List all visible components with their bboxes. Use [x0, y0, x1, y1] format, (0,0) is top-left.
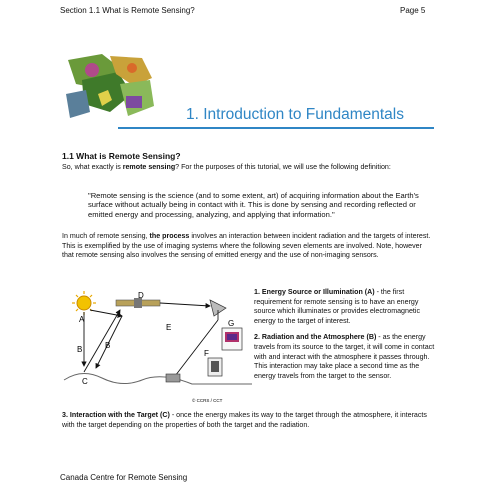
diagram-label-e: E [166, 323, 172, 332]
footer-org: Canada Centre for Remote Sensing [60, 473, 188, 482]
element-2 [254, 333, 436, 381]
element-2-text: - as the energy travels from its source to the target, it will come in contact with and interact with the atmosphere it passes through. This interaction may take place a second time as the energy travels from the target to the sensor. [254, 333, 435, 380]
intro-paragraph [62, 163, 434, 173]
diagram-label-b-left: B [77, 345, 83, 354]
intro-text-pre: So, what exactly is [62, 163, 123, 171]
diagram-label-f: F [204, 349, 209, 358]
sun-icon [72, 291, 96, 315]
receiving-station-icon [210, 300, 226, 320]
process-term: the process [149, 232, 190, 240]
running-header-section: Section 1.1 What is Remote Sensing? [60, 6, 195, 15]
chapter-title: 1. Introduction to Fundamentals [186, 106, 404, 123]
element-1-title: 1. Energy Source or Illumination (A) [254, 288, 375, 296]
process-paragraph [62, 232, 434, 261]
remote-sensing-diagram [62, 288, 252, 406]
element-1-text: - the first requirement for remote sensing is to have an energy source which illuminates or provides electromagnetic energy to the target of interest. [254, 288, 420, 325]
running-header-page: Page 5 [400, 6, 426, 15]
element-1 [254, 288, 436, 326]
process-text-post: involves an interaction between incident radiation and the targets of interest. This is exemplified by the use of imaging systems where the following seven elements are involved. Note, however that remote sensing also involves the sensing of emitted energy and the use of non-imaging sensors. [62, 232, 431, 260]
chapter-collage-image [62, 50, 158, 122]
definition-quote: "Remote sensing is the science (and to some extent, art) of acquiring information about the Earth's surface without actually being in contact with it. This is done by sensing and recording reflected or emitted energy and processing, analyzing, and applying that information." [88, 191, 419, 219]
elements-column [254, 288, 436, 381]
element-3 [62, 411, 436, 430]
diagram-credit: © CCRS / CCT [192, 398, 223, 403]
interpretation-panel-icon [208, 358, 222, 376]
element-2-title: 2. Radiation and the Atmosphere (B) [254, 333, 377, 342]
process-text-pre: In much of remote sensing, [62, 232, 150, 240]
intro-text-post: ? For the purposes of this tutorial, we will use the following definition: [175, 163, 391, 171]
element-3-title: 3. Interaction with the Target (C) [62, 411, 170, 419]
diagram-label-d: D [138, 291, 144, 300]
ground-station-icon [166, 374, 180, 382]
analysis-display-icon [222, 328, 242, 350]
diagram-label-a: A [79, 315, 85, 324]
intro-term: remote sensing [122, 163, 176, 171]
diagram-label-g: G [228, 319, 235, 328]
diagram-label-b-right: B [105, 341, 111, 350]
title-rule [118, 127, 434, 129]
element-3-text: - once the energy makes its way to the target through the atmosphere, it interacts with the target depending on the properties of both the target and the radiation. [62, 411, 427, 429]
section-title: 1.1 What is Remote Sensing? [62, 151, 181, 161]
diagram-label-c: C [82, 377, 88, 386]
